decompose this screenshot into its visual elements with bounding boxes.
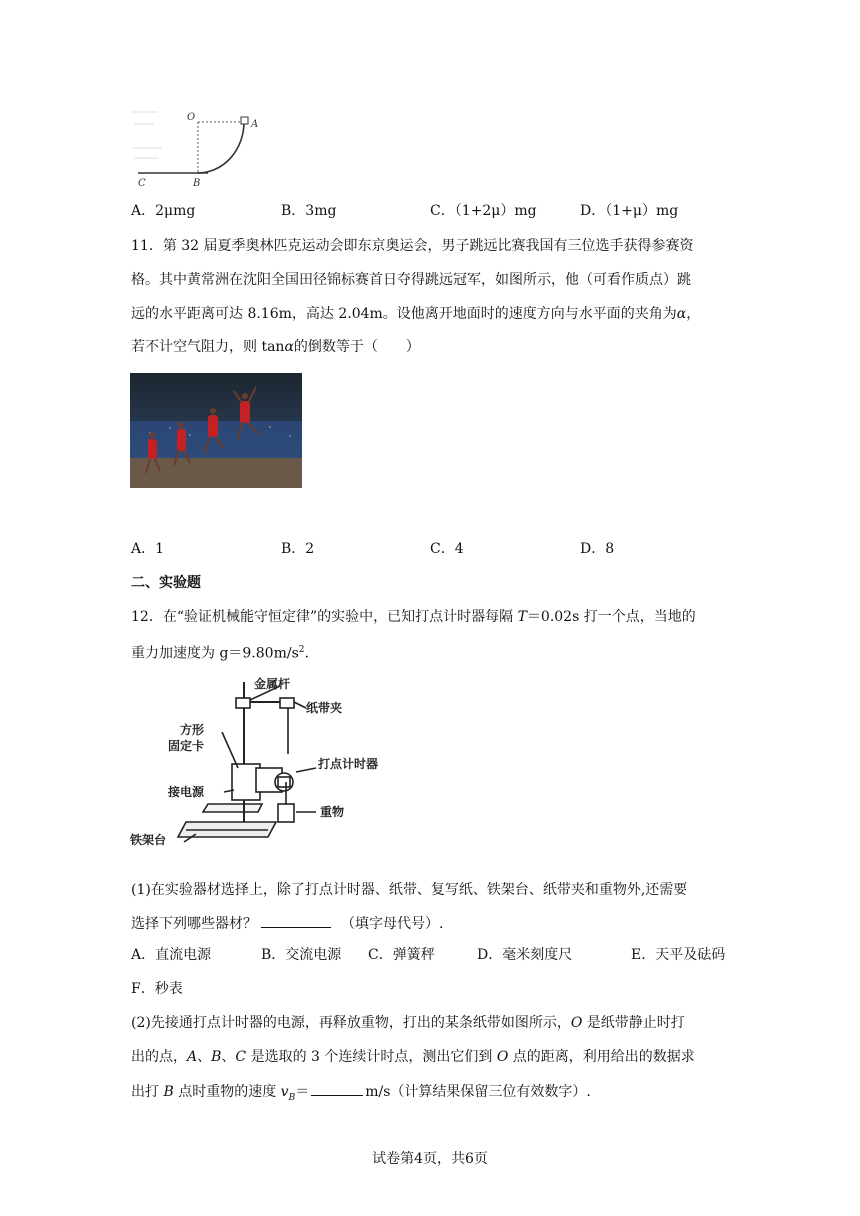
q12-option-c[interactable]: C．弹簧秤 [368,947,435,963]
small-block [241,117,248,124]
page-footer: 试卷第4页，共6页 [372,1151,488,1167]
q10-option-d[interactable]: D．（1+μ）mg [580,203,679,219]
point-B-2: B [163,1084,174,1100]
separator-1: 、 [197,1049,212,1065]
q12-part2-3c: ＝ [295,1084,310,1100]
q12-part2-1b: 是纸带静止时打 [582,1015,685,1031]
separator-2: 、 [221,1049,236,1065]
answer-blank-2[interactable] [311,1081,363,1096]
q10-option-c[interactable]: C．（1+2μ）mg [430,203,537,219]
q10-option-b[interactable]: B．3mg [281,203,337,219]
quarter-arc-track [198,122,244,173]
velocity-subscript: B [288,1092,296,1103]
q11-option-b[interactable]: B．2 [281,541,315,557]
point-C: C [235,1049,247,1065]
q11-line-3 [131,304,700,324]
point-O: O [570,1015,583,1031]
label-tape-clip: 纸带夹 [306,701,343,715]
point-O-2: O [496,1049,509,1065]
q12-line-2a: 重力加速度为 g＝9.80m/s [131,645,299,662]
q12-part2-line-1 [131,1013,685,1033]
q11-line-1: 11．第 32 届夏季奥林匹克运动会即东京奥运会，男子跳远比赛我国有三位选手获得参赛资 [131,238,694,254]
q10-option-a[interactable]: A．2μmg [131,203,196,219]
q12-option-f[interactable]: F．秒表 [131,981,183,997]
comma: ， [686,306,701,322]
label-weight: 重物 [320,805,345,819]
q11-line-4b: 的倒数等于（ ） [293,339,420,355]
section-heading: 二、实验题 [131,575,201,591]
period-symbol: T [517,609,527,625]
answer-blank-1[interactable] [261,913,331,928]
curved-track-figure [128,100,268,192]
label-card-line1: 方形 [180,723,205,737]
label-O: O [187,112,196,123]
label-stand: 铁架台 [130,833,167,847]
q12-part2-3d: m/s（计算结果保留三位有效数字）. [365,1084,591,1100]
label-power: 接电源 [168,785,205,799]
q12-part2-line-3 [131,1081,591,1108]
q12-option-a[interactable]: A．直流电源 [131,947,212,963]
q12-part2-2b: 是选取的 3 个连续计时点，测出它们到 [246,1049,497,1065]
q12-option-e[interactable]: E．天平及砝码 [631,947,726,963]
q12-part2-2c: 点的距离，利用给出的数据求 [508,1049,695,1065]
q11-line-2: 格。其中黄常洲在沈阳全国田径锦标赛首日夺得跳远冠军，如图所示，他（可看作质点）跳 [131,272,691,288]
velocity-symbol: v [280,1084,289,1100]
q12-option-d[interactable]: D．毫米刻度尺 [477,947,573,963]
q11-line-4 [131,337,420,357]
point-B: B [211,1049,222,1065]
point-A: A [187,1049,198,1065]
q12-part2-1a: (2)先接通打点计时器的电源，再释放重物，打出的某条纸带如图所示， [131,1015,571,1031]
label-B: B [193,178,201,189]
weight-block [278,804,294,822]
label-timer: 打点计时器 [318,757,379,771]
q12-line-1a: 12．在“验证机械能守恒定律”的实验中，已知打点计时器每隔 [131,609,518,625]
q12-part2-3b: 点时重物的速度 [173,1084,281,1100]
q12-line-1 [131,607,696,627]
q11-option-c[interactable]: C．4 [430,541,464,557]
alpha-symbol-2: α [284,339,294,355]
faded-ghost-marks [132,112,162,158]
q12-part1-line-2b: （填字母代号）. [341,916,444,932]
q12-part1-line-1: (1)在实验器材选择上，除了打点计时器、纸带、复写纸、铁架台、纸带夹和重物外,还需要 [131,882,688,898]
q12-line-1b: ＝0.02s 打一个点，当地的 [526,609,696,625]
label-A: A [251,119,259,130]
q12-part2-2a: 出的点， [131,1049,187,1065]
q11-option-d[interactable]: D．8 [580,541,615,557]
q12-line-2b: . [304,645,309,662]
q12-option-b[interactable]: B．交流电源 [261,947,342,963]
q12-line-2 [131,640,309,664]
exponent: 2 [298,645,305,655]
label-metal-rod: 金属杆 [254,677,291,691]
label-card-line2: 固定卡 [168,739,205,753]
apparatus-figure [128,672,398,852]
label-C: C [138,178,146,189]
q12-part1-line-2 [131,913,443,934]
q12-part1-line-2a: 选择下列哪些器材？ [131,916,257,932]
q11-option-a[interactable]: A．1 [131,541,165,557]
q11-line-4a: 若不计空气阻力，则 tan [131,339,285,355]
alpha-symbol: α [676,306,687,322]
q11-line-3-text: 远的水平距离可达 8.16m，高达 2.04m。设他离开地面时的速度方向与水平面的夹角为 [131,306,677,322]
long-jump-photo [130,373,302,488]
q12-part2-3a: 出打 [131,1084,164,1100]
q12-part2-line-2 [131,1047,695,1067]
